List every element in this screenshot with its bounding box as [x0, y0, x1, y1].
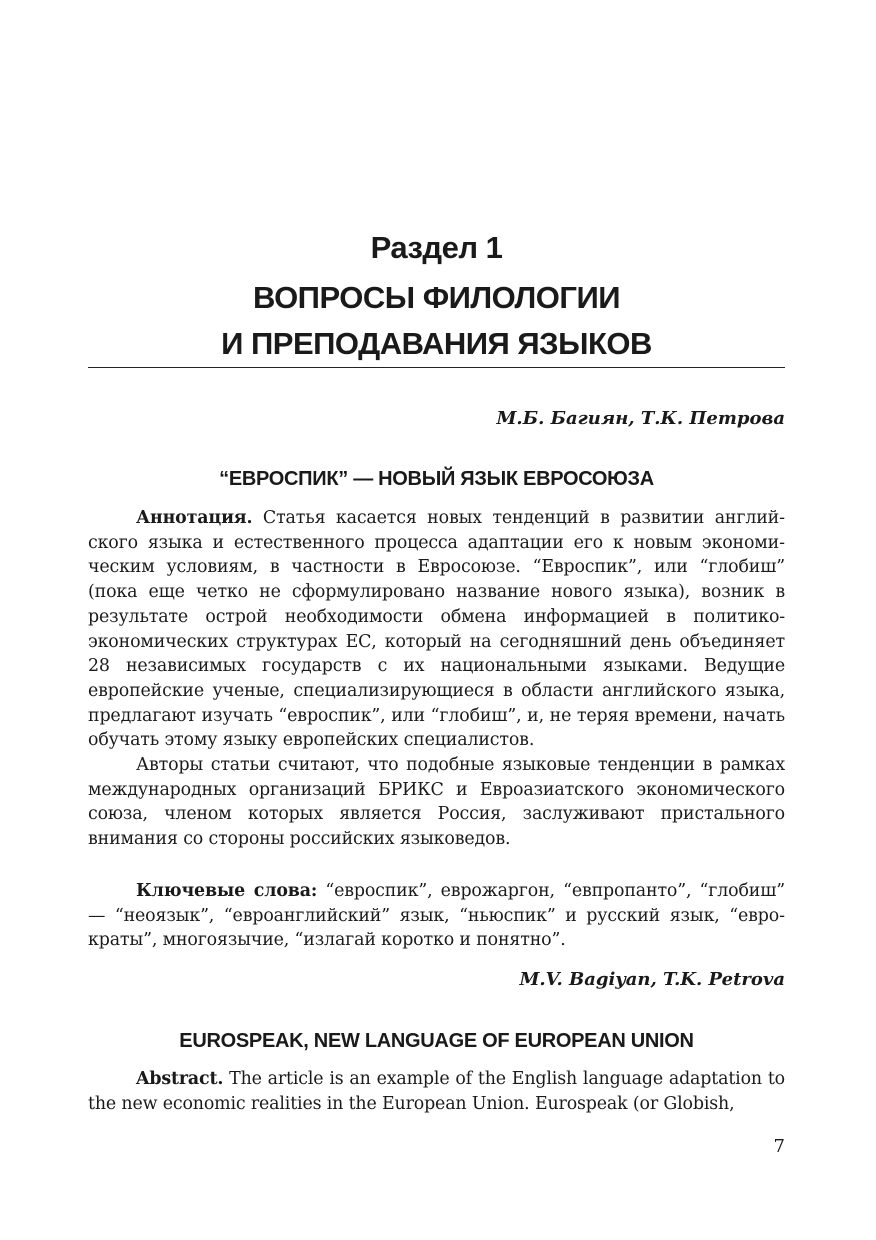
keywords-label: Ключевые слова: — [136, 881, 318, 901]
annotation — [88, 506, 785, 852]
section-divider — [88, 367, 785, 368]
abstract-paragraph — [88, 1067, 785, 1116]
section-title-line-2: И ПРЕПОДАВАНИЯ ЯЗЫКОВ — [221, 326, 652, 361]
annotation-label: Аннотация. — [136, 508, 253, 528]
annotation-text: Статья касается новых тенденций в развитии английского языка и естественного процесса адаптации его к новым экономическим условиям, в частности в Евросоюзе. “Евроспик”, или “глобиш” (пока еще четко не сформулировано название нового языка), возник в результате острой необходимости обмена информацией в политико-экономических структурах ЕС, который на сегодняшний день объединяет 28 независимых государств с их национальными языками. Ведущие европейские ученые, специализирующиеся в области английского языка, предлагают изучать “евроспик”, или “глобиш”, и, не теряя времени, начать обучать этому языку европейских специалистов. — [88, 508, 785, 751]
annotation-paragraph-1 — [88, 506, 785, 753]
abstract — [88, 1067, 785, 1116]
section-number: Раздел 1 — [370, 230, 503, 265]
authors-russian: М.Б. Багиян, Т.К. Петрова — [496, 408, 785, 429]
page-number: 7 — [773, 1136, 785, 1157]
authors-english: M.V. Bagiyan, T.K. Petrova — [519, 969, 785, 990]
keywords-text: “евроспик”, еврожаргон, “евпропанто”, “глобиш” — “неоязык”, “евроанглийский” язык, “ньюспик” и русский язык, “еврократы”, многоязычие, “излагай коротко и понятно”. — [88, 881, 785, 951]
annotation-paragraph-2: Авторы статьи считают, что подобные языковые тенденции в рамках международных организаций БРИКС и Евроазиатского экономического союза, членом которых является Россия, заслуживают пристального внимания со стороны российских языковедов. — [88, 755, 785, 850]
keywords-paragraph — [88, 879, 785, 953]
abstract-label: Abstract. — [136, 1069, 224, 1089]
article-title-english: EUROSPEAK, NEW LANGUAGE OF EUROPEAN UNION — [179, 1030, 694, 1052]
section-title-line-1: ВОПРОСЫ ФИЛОЛОГИИ — [252, 280, 621, 315]
keywords — [88, 879, 785, 953]
article-title-russian: “ЕВРОСПИК” — НОВЫЙ ЯЗЫК ЕВРОСОЮЗА — [219, 468, 654, 490]
abstract-text: The article is an example of the English language adaptation to the new economic realities in the European Union. Eurospeak (or Globish, — [88, 1069, 785, 1114]
